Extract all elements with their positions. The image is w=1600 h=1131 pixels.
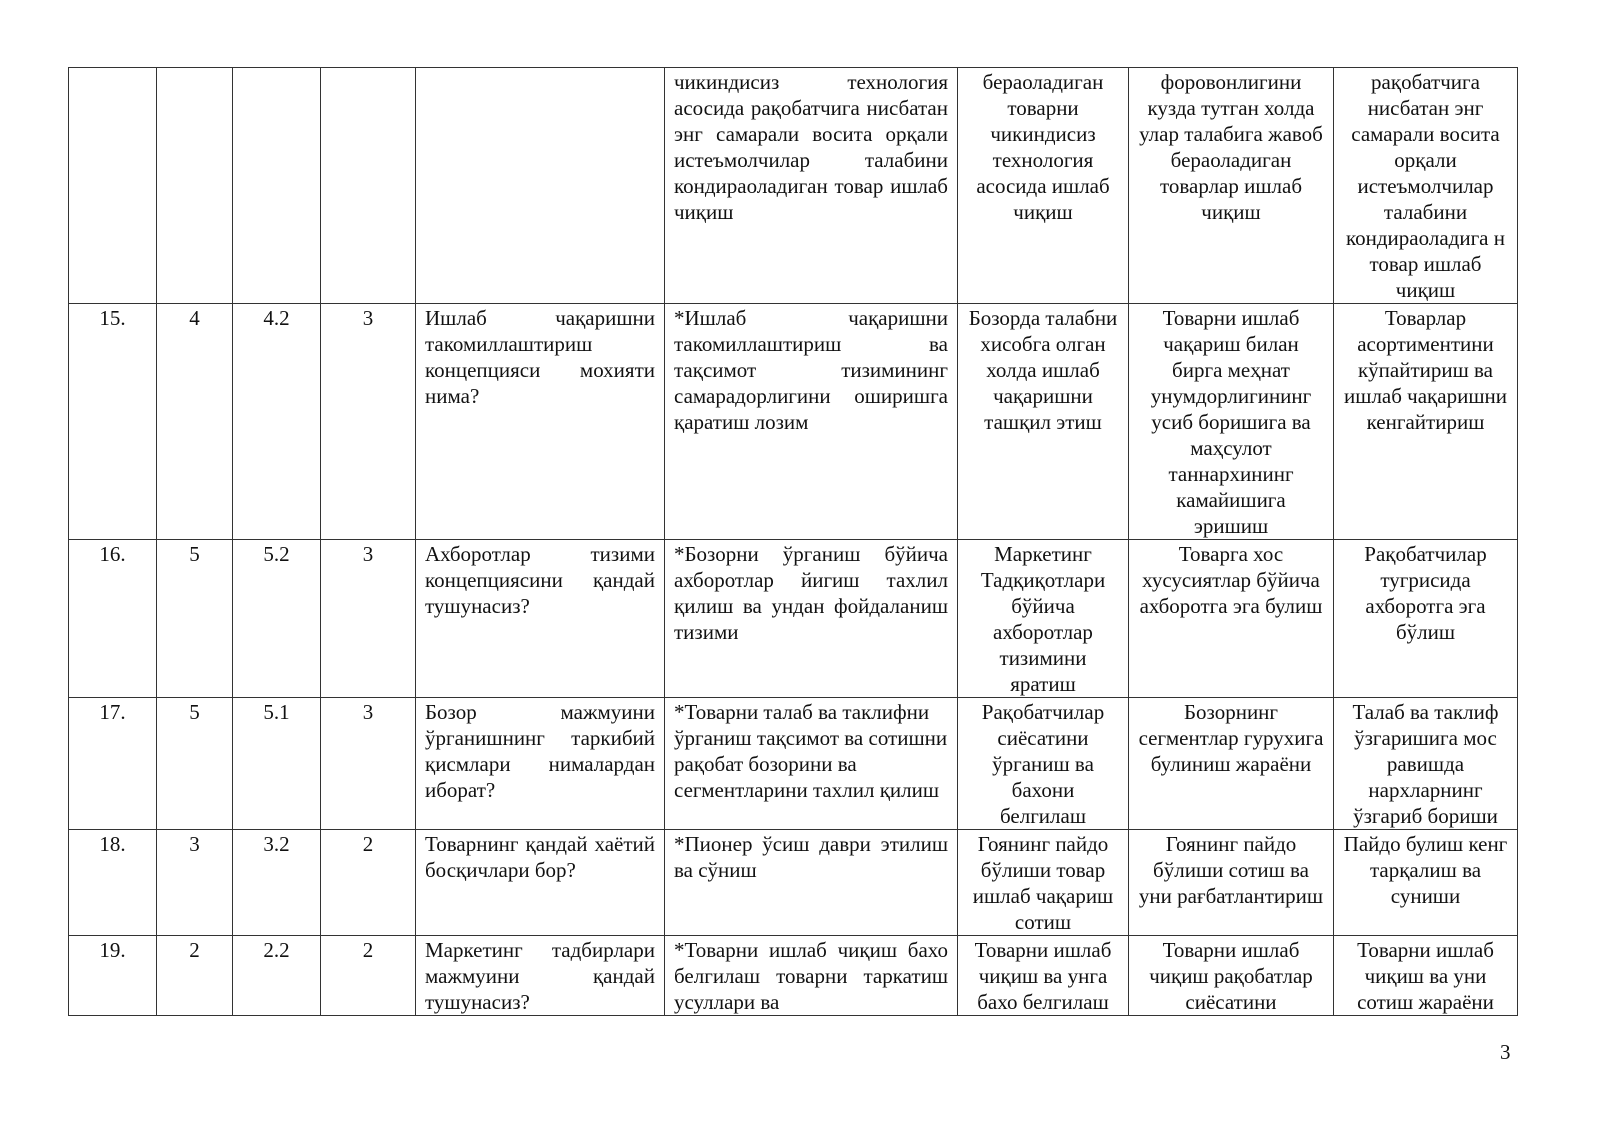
column-3-cell [233,68,321,304]
question-cell [416,68,665,304]
correct-answer-cell: *Ишлаб чақаришни такомиллаштириш ва тақсимот тизимининг самарадорлигини оширишга қаратиш лозим [665,304,958,540]
correct-answer-cell: чикиндисиз технология асосида рақобатчига нисбатан энг самарали восита орқали истеъмолчилар талабини кондираоладиган товар ишлаб чиқиш [665,68,958,304]
column-3-cell: 5.1 [233,698,321,830]
answer-b-cell: Гоянинг пайдо бўлиши товар ишлаб чақариш сотиш [958,830,1129,936]
answer-b-cell: Бозорда талабни хисобга олган холда ишлаб чақаришни ташқил этиш [958,304,1129,540]
column-4-cell: 3 [321,698,416,830]
column-3-cell: 4.2 [233,304,321,540]
row-number-cell: 18. [69,830,157,936]
column-3-cell: 2.2 [233,936,321,1016]
answer-d-cell: Талаб ва таклиф ўзгаришига мос равишда нархларнинг ўзгариб бориши [1334,698,1518,830]
column-4-cell [321,68,416,304]
answer-b-cell: Рақобатчилар сиёсатини ўрганиш ва бахони белгилаш [958,698,1129,830]
column-2-cell [157,68,233,304]
answer-c-cell: форовонлигини кузда тутган холда улар талабига жавоб бераоладиган товарлар ишлаб чиқиш [1129,68,1334,304]
answer-c-cell: Товарни ишлаб чақариш билан бирга меҳнат унумдорлигининг усиб боришига ва маҳсулот таннархининг камайишига эришиш [1129,304,1334,540]
row-number-cell: 15. [69,304,157,540]
row-number-cell: 16. [69,540,157,698]
column-3-cell: 5.2 [233,540,321,698]
question-cell: Бозор мажмуини ўрганишнинг таркибий қисмлари нималардан иборат? [416,698,665,830]
table-row [69,936,1518,1016]
column-4-cell: 3 [321,540,416,698]
table-row [69,304,1518,540]
correct-answer-cell: *Товарни талаб ва таклифни ўрганиш тақсимот ва сотишни рақобат бозорини ва сегментларини тахлил қилиш [665,698,958,830]
question-cell: Товарнинг қандай хаётий босқичлари бор? [416,830,665,936]
page-number: 3 [1500,1040,1511,1064]
answer-d-cell: Пайдо булиш кенг тарқалиш ва суниши [1334,830,1518,936]
answer-c-cell: Товарни ишлаб чиқиш рақобатлар сиёсатини [1129,936,1334,1016]
column-2-cell: 3 [157,830,233,936]
table-row [69,540,1518,698]
table-row [69,68,1518,304]
answer-b-cell: Маркетинг Тадқиқотлари бўйича ахборотлар тизимини яратиш [958,540,1129,698]
question-cell: Маркетинг тадбирлари мажмуини қандай тушунасиз? [416,936,665,1016]
column-2-cell: 5 [157,698,233,830]
answer-b-cell: бераоладиган товарни чикиндисиз технология асосида ишлаб чиқиш [958,68,1129,304]
column-3-cell: 3.2 [233,830,321,936]
question-cell: Ахборотлар тизими концепциясини қандай тушунасиз? [416,540,665,698]
answer-c-cell: Товарга хос хусусиятлар бўйича ахборотга эга булиш [1129,540,1334,698]
answer-d-cell: Товарлар асортиментини кўпайтириш ва ишлаб чақаришни кенгайтириш [1334,304,1518,540]
questions-table [68,67,1518,1016]
column-2-cell: 2 [157,936,233,1016]
column-2-cell: 4 [157,304,233,540]
table-row [69,698,1518,830]
correct-answer-cell: *Бозорни ўрганиш бўйича ахборотлар йигиш тахлил қилиш ва ундан фойдаланиш тизими [665,540,958,698]
answer-c-cell: Бозорнинг сегментлар гурухига булиниш жараёни [1129,698,1334,830]
row-number-cell [69,68,157,304]
column-2-cell: 5 [157,540,233,698]
row-number-cell: 17. [69,698,157,830]
answer-b-cell: Товарни ишлаб чиқиш ва унга бахо белгилаш [958,936,1129,1016]
question-cell: Ишлаб чақаришни такомиллаштириш концепцияси мохияти нима? [416,304,665,540]
table-row [69,830,1518,936]
answer-d-cell: Рақобатчилар тугрисида ахборотга эга бўлиш [1334,540,1518,698]
column-4-cell: 3 [321,304,416,540]
correct-answer-cell: *Пионер ўсиш даври этилиш ва сўниш [665,830,958,936]
column-4-cell: 2 [321,830,416,936]
answer-c-cell: Гоянинг пайдо бўлиши сотиш ва уни рағбатлантириш [1129,830,1334,936]
row-number-cell: 19. [69,936,157,1016]
answer-d-cell: Товарни ишлаб чиқиш ва уни сотиш жараёни [1334,936,1518,1016]
correct-answer-cell: *Товарни ишлаб чиқиш бахо белгилаш товарни таркатиш усуллари ва [665,936,958,1016]
answer-d-cell: рақобатчига нисбатан энг самарали восита орқали истеъмолчилар талабини кондираоладига н товар ишлаб чиқиш [1334,68,1518,304]
column-4-cell: 2 [321,936,416,1016]
